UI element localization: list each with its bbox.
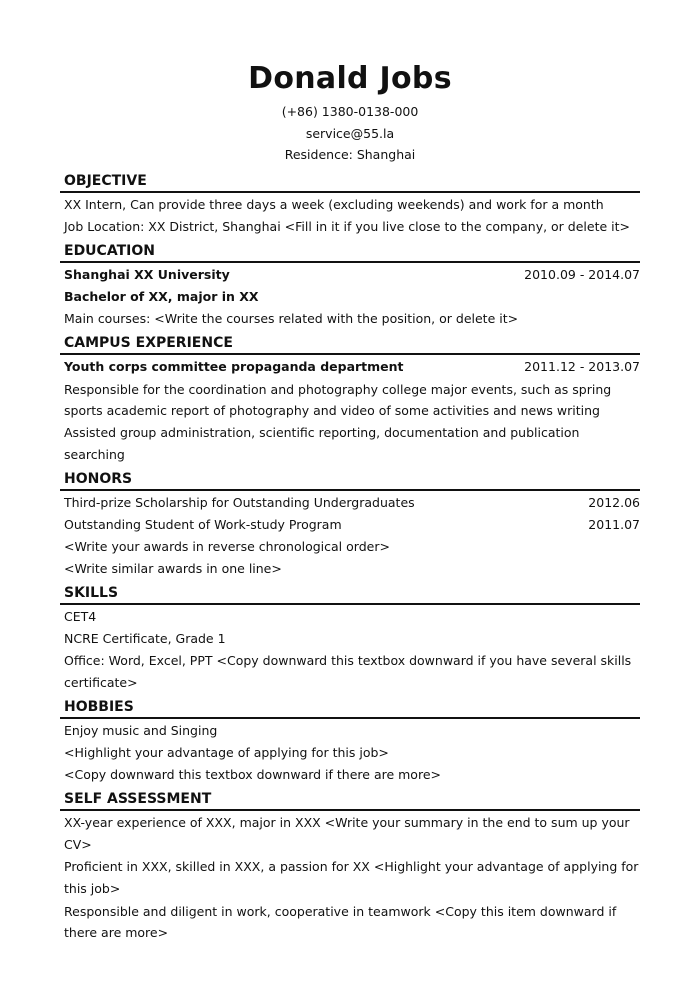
- resume-header: [0, 0, 700, 166]
- hobby-line: <Copy downward this textbox downward if there are more>: [64, 767, 441, 782]
- main-courses: Main courses: <Write the courses related with the position, or delete it>: [64, 311, 519, 326]
- honor-note: <Write similar awards in one line>: [64, 561, 282, 576]
- degree: Bachelor of XX, major in XX: [64, 289, 259, 304]
- campus-line: Assisted group administration, scientific reporting, documentation and publication searching: [64, 425, 580, 462]
- education-dates: 2010.09 - 2014.07: [524, 267, 640, 282]
- honor-note: <Write your awards in reverse chronological order>: [64, 539, 390, 554]
- assessment-line: XX-year experience of XXX, major in XXX <Write your summary in the end to sum up your CV>: [64, 815, 630, 852]
- section-honors: [60, 491, 640, 580]
- honor-text: Third-prize Scholarship for Outstanding Undergraduates: [64, 495, 415, 510]
- section-education: [60, 263, 640, 330]
- honor-date: 2011.07: [588, 517, 640, 532]
- phone-number: (+86) 1380-0138-000: [281, 104, 419, 119]
- section-hobbies: [60, 719, 640, 786]
- section-title-education: EDUCATION: [60, 241, 640, 263]
- section-skills: [60, 605, 640, 694]
- section-title-objective: OBJECTIVE: [60, 171, 640, 193]
- honor-date: 2012.06: [588, 495, 640, 510]
- skill-line: Office: Word, Excel, PPT <Copy downward this textbox downward if you have several skills certificate>: [64, 653, 632, 690]
- email-address: service@55.la: [305, 125, 395, 141]
- skill-line: CET4: [64, 609, 97, 624]
- campus-dates: 2011.12 - 2013.07: [524, 359, 640, 374]
- objective-line: Job Location: XX District, Shanghai <Fill in it if you live close to the company, or delete it>: [64, 219, 630, 234]
- hobby-line: <Highlight your advantage of applying for this job>: [64, 745, 389, 760]
- section-title-campus-experience: CAMPUS EXPERIENCE: [60, 333, 640, 355]
- section-campus-experience: [60, 355, 640, 466]
- section-title-self-assessment: SELF ASSESSMENT: [60, 789, 640, 811]
- residence: Residence: Shanghai: [284, 147, 416, 162]
- campus-row: [64, 356, 640, 378]
- honor-item: [64, 492, 640, 514]
- education-row: [64, 264, 640, 286]
- section-objective: [60, 193, 640, 238]
- objective-line: XX Intern, Can provide three days a week (excluding weekends) and work for a month: [64, 197, 604, 212]
- campus-line: Responsible for the coordination and photography college major events, such as spring sports academic report of photography and video of some activities and news writing: [64, 382, 612, 418]
- skill-line: NCRE Certificate, Grade 1: [64, 631, 226, 646]
- section-title-hobbies: HOBBIES: [60, 697, 640, 719]
- campus-organization: Youth corps committee propaganda department: [64, 359, 404, 374]
- candidate-name: Donald Jobs: [248, 61, 452, 96]
- section-title-skills: SKILLS: [60, 583, 640, 605]
- resume-content: [60, 171, 640, 944]
- honor-text: Outstanding Student of Work-study Program: [64, 517, 342, 532]
- section-self-assessment: [60, 811, 640, 944]
- assessment-line: Proficient in XXX, skilled in XXX, a passion for XX <Highlight your advantage of applying for this job>: [64, 859, 639, 896]
- honor-item: [64, 514, 640, 536]
- hobby-line: Enjoy music and Singing: [64, 723, 218, 738]
- section-title-honors: HONORS: [60, 469, 640, 491]
- school-name: Shanghai XX University: [64, 267, 230, 282]
- assessment-line: Responsible and diligent in work, cooperative in teamwork <Copy this item downward if there are more>: [64, 904, 617, 940]
